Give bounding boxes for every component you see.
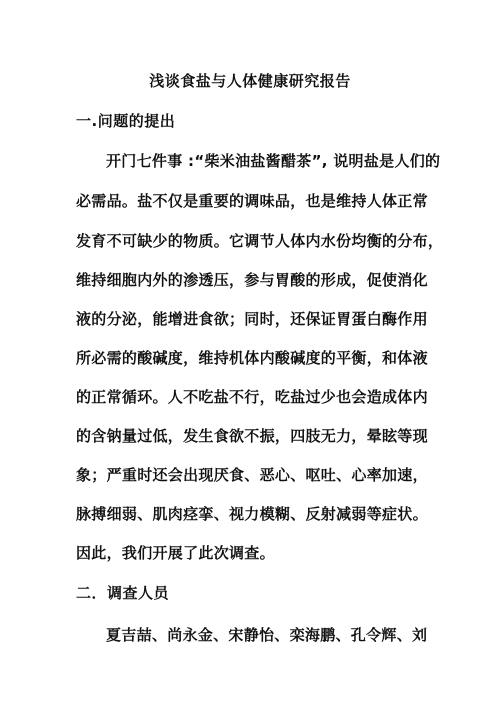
body-line: 维持细胞内外的渗透压，参与胃酸的形成，促使消化 xyxy=(76,271,428,289)
section-heading-investigators: 二．调查人员 xyxy=(76,584,170,602)
body-line: 所必需的酸碱度，维持机体内酸碱度的平衡，和体液 xyxy=(76,349,428,367)
section-heading-problem: 一.问题的提出 xyxy=(76,112,176,130)
body-line: 发育不可缺少的物质。它调节人体内水份均衡的分布， xyxy=(76,232,444,250)
body-line: 脉搏细弱、肌肉痉挛、视力模糊、反射减弱等症状。 xyxy=(76,505,428,523)
body-line: 的正常循环。人不吃盐不行，吃盐过少也会造成体内 xyxy=(76,388,428,406)
document-title: 浅谈食盐与人体健康研究报告 xyxy=(149,72,351,90)
body-line: 夏吉喆、尚永金、宋静怡、栾海鹏、孔令辉、刘 xyxy=(106,626,428,644)
body-line: 象；严重时还会出现厌食、恶心、呕吐、心率加速， xyxy=(76,466,428,484)
body-line: 液的分泌，能增进食欲；同时，还保证胃蛋白酶作用 xyxy=(76,310,428,328)
body-line: 必需品。盐不仅是重要的调味品，也是维持人体正常 xyxy=(76,192,428,210)
body-line: 的含钠量过低，发生食欲不振，四肢无力，晕眩等现 xyxy=(76,427,428,445)
body-line: 因此，我们开展了此次调查。 xyxy=(76,544,275,562)
body-line: 开门七件事 :“柴米油盐酱醋茶”, 说明盐是人们的 xyxy=(106,152,441,170)
